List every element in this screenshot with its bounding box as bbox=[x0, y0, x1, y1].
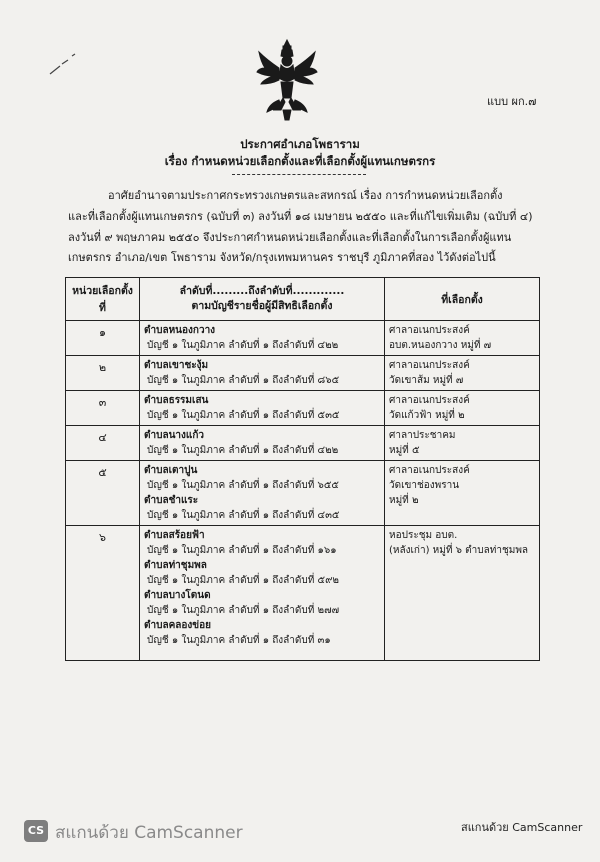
location-line: ศาลาอเนกประสงค์ bbox=[389, 465, 470, 476]
voter-list-range: บัญชี ๑ ในภูมิภาค ลำดับที่ ๑ ถึงลำดับที่ ๕๓๕ bbox=[147, 410, 340, 421]
header-range-line1: ลำดับที่.........ถึงลำดับที่............. bbox=[179, 285, 345, 297]
unit-number: ๕ bbox=[66, 461, 140, 526]
polling-units-table bbox=[65, 277, 540, 661]
unit-range bbox=[140, 321, 385, 356]
unit-range bbox=[140, 391, 385, 426]
announcement-title: ประกาศอำเภอโพธาราม bbox=[240, 137, 360, 151]
tambon-name: ตำบลชำแระ bbox=[144, 495, 199, 506]
body-line-1: อาศัยอำนาจตามประกาศกระทรวงเกษตรและสหกรณ์ เรื่อง การกำหนดหน่วยเลือกตั้ง bbox=[108, 189, 503, 202]
voter-list-range: บัญชี ๑ ในภูมิภาค ลำดับที่ ๑ ถึงลำดับที่ ๖๕๕ bbox=[147, 480, 339, 491]
unit-number: ๒ bbox=[66, 356, 140, 391]
voter-list-range: บัญชี ๑ ในภูมิภาค ลำดับที่ ๑ ถึงลำดับที่ ๓๑ bbox=[147, 635, 331, 646]
unit-number: ๑ bbox=[66, 321, 140, 356]
announcement-subject: เรื่อง กำหนดหน่วยเลือกตั้งและที่เลือกตั้งผู้แทนเกษตรกร bbox=[164, 154, 436, 168]
tambon-name: ตำบลหนองกวาง bbox=[144, 325, 216, 336]
garuda-emblem-icon bbox=[255, 38, 319, 122]
form-code: แบบ ผก.๗ bbox=[487, 95, 537, 108]
camscanner-logo-icon: CS bbox=[24, 820, 48, 842]
location-line: วัดแก้วฟ้า หมู่ที่ ๒ bbox=[389, 410, 465, 421]
polling-location bbox=[385, 461, 540, 526]
voter-list-range: บัญชี ๑ ในภูมิภาค ลำดับที่ ๑ ถึงลำดับที่ ๔๓๕ bbox=[147, 510, 340, 521]
unit-range bbox=[140, 526, 385, 661]
row-spacer bbox=[144, 648, 380, 658]
tambon-name: ตำบลนางแก้ว bbox=[144, 430, 205, 441]
location-line: ศาลาอเนกประสงค์ bbox=[389, 325, 470, 336]
title-divider bbox=[232, 174, 366, 175]
location-line: วัดเขาช่องพราน bbox=[389, 480, 460, 491]
header-range-line2: ตามบัญชีรายชื่อผู้มีสิทธิเลือกตั้ง bbox=[191, 300, 333, 312]
voter-list-range: บัญชี ๑ ในภูมิภาค ลำดับที่ ๑ ถึงลำดับที่ ๕๙๒ bbox=[147, 575, 339, 586]
pen-mark bbox=[48, 52, 78, 76]
location-line: หมู่ที่ ๕ bbox=[389, 445, 420, 456]
tambon-name: ตำบลธรรมเสน bbox=[144, 395, 209, 406]
location-line: หมู่ที่ ๒ bbox=[389, 495, 419, 506]
voter-list-range: บัญชี ๑ ในภูมิภาค ลำดับที่ ๑ ถึงลำดับที่ ๑๖๑ bbox=[147, 545, 337, 556]
body-line-3: ลงวันที่ ๙ พฤษภาคม ๒๕๕๐ จึงประกาศกำหนดหน่วยเลือกตั้งและที่เลือกตั้งในการเลือกตั้งผู้แทน bbox=[68, 231, 512, 244]
tambon-name: ตำบลคลองข่อย bbox=[144, 620, 211, 631]
table-row bbox=[66, 426, 540, 461]
location-line: วัดเขาส้ม หมู่ที่ ๗ bbox=[389, 375, 464, 386]
unit-range bbox=[140, 426, 385, 461]
table-row bbox=[66, 391, 540, 426]
table-row bbox=[66, 526, 540, 661]
unit-range bbox=[140, 461, 385, 526]
header-range bbox=[140, 278, 385, 321]
header-unit: หน่วยเลือกตั้งที่ bbox=[66, 278, 140, 321]
table-row bbox=[66, 461, 540, 526]
location-line: ศาลาอเนกประสงค์ bbox=[389, 360, 470, 371]
location-line: (หลังเก่า) หมู่ที่ ๖ ตำบลท่าชุมพล bbox=[389, 545, 529, 556]
unit-range bbox=[140, 356, 385, 391]
unit-number: ๓ bbox=[66, 391, 140, 426]
table-row bbox=[66, 356, 540, 391]
tambon-name: ตำบลท่าชุมพล bbox=[144, 560, 207, 571]
location-line: ศาลาอเนกประสงค์ bbox=[389, 395, 470, 406]
camscanner-watermark-large: สแกนด้วย CamScanner bbox=[55, 823, 243, 843]
voter-list-range: บัญชี ๑ ในภูมิภาค ลำดับที่ ๑ ถึงลำดับที่ ๔๒๒ bbox=[147, 340, 339, 351]
polling-location bbox=[385, 426, 540, 461]
body-line-4: เกษตรกร อำเภอ/เขต โพธาราม จังหวัด/กรุงเทพมหานคร ราชบุรี ภูมิภาคที่สอง ไว้ดังต่อไปนี้ bbox=[68, 251, 496, 264]
voter-list-range: บัญชี ๑ ในภูมิภาค ลำดับที่ ๑ ถึงลำดับที่ ๘๖๕ bbox=[147, 375, 340, 386]
tambon-name: ตำบลสร้อยฟ้า bbox=[144, 530, 205, 541]
voter-list-range: บัญชี ๑ ในภูมิภาค ลำดับที่ ๑ ถึงลำดับที่ ๔๒๒ bbox=[147, 445, 339, 456]
polling-location bbox=[385, 321, 540, 356]
polling-location bbox=[385, 526, 540, 661]
tambon-name: ตำบลเตาปูน bbox=[144, 465, 198, 476]
polling-location bbox=[385, 356, 540, 391]
polling-location bbox=[385, 391, 540, 426]
camscanner-watermark-small: สแกนด้วย CamScanner bbox=[461, 821, 583, 834]
table-header-row bbox=[66, 278, 540, 321]
unit-number: ๔ bbox=[66, 426, 140, 461]
unit-number: ๖ bbox=[66, 526, 140, 661]
header-location: ที่เลือกตั้ง bbox=[385, 278, 540, 321]
tambon-name: ตำบลบางโตนด bbox=[144, 590, 211, 601]
body-line-2: และที่เลือกตั้งผู้แทนเกษตรกร (ฉบับที่ ๓) ลงวันที่ ๑๘ เมษายน ๒๕๕๐ และที่แก้ไขเพิ่มเติม (ฉบับที่ ๔) bbox=[68, 210, 533, 223]
location-line: อบต.หนองกวาง หมู่ที่ ๗ bbox=[389, 340, 492, 351]
location-line: ศาลาประชาคม bbox=[389, 430, 456, 441]
voter-list-range: บัญชี ๑ ในภูมิภาค ลำดับที่ ๑ ถึงลำดับที่ ๒๗๗ bbox=[147, 605, 340, 616]
tambon-name: ตำบลเขาชะงุ้ม bbox=[144, 360, 209, 371]
location-line: หอประชุม อบต. bbox=[389, 530, 458, 541]
table-row bbox=[66, 321, 540, 356]
